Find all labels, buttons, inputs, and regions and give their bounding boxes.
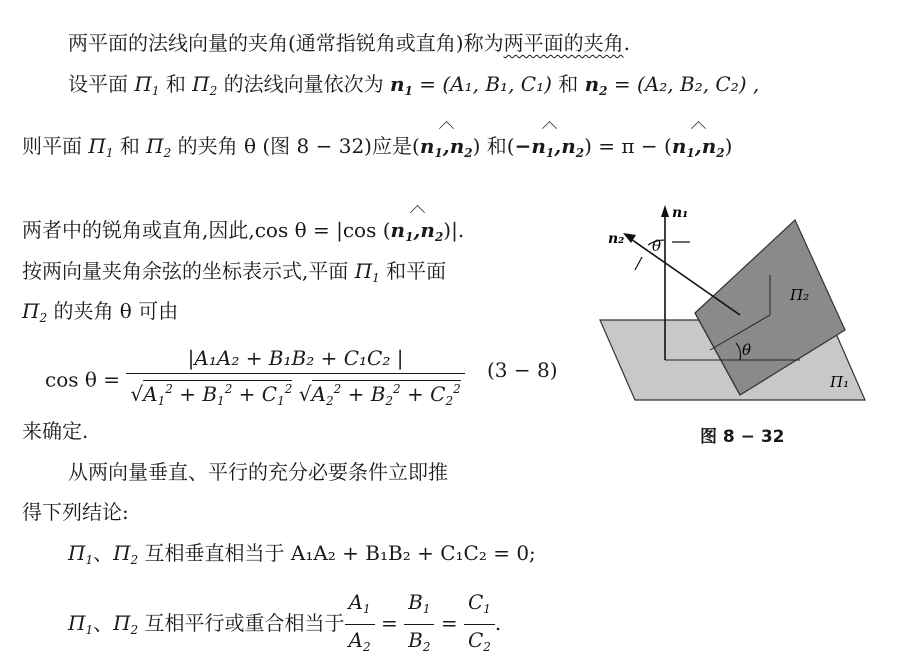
plane-symbol: $\Pi_1$	[134, 72, 160, 98]
text-segment: 两者中的锐角或直角,因此,cos θ = |cos	[22, 218, 377, 242]
paragraph-line-6	[22, 298, 178, 331]
label-n1: n₁	[672, 205, 689, 221]
ratio-c: $\frac{C_1}{C_2}$	[464, 587, 495, 662]
plane-symbol: $\Pi_2$	[192, 72, 218, 98]
formula-tag: (3 − 8)	[487, 358, 558, 382]
text-segment: = π −	[598, 134, 658, 158]
paragraph-line-8: 来确定.	[22, 419, 89, 443]
ratio-b: $\frac{B_1}{B_2}$	[404, 587, 434, 662]
paragraph-line-4: 两者中的锐角或直角,因此,cos θ = |cos $(n_1,n_2)|$.	[22, 217, 464, 250]
text-segment: 的夹角 θ 可由	[53, 299, 179, 323]
vector-components: (A₁, B₁, C₁)	[442, 72, 552, 96]
angle-notation: $n_1,n_2$	[420, 133, 473, 166]
figure-8-32	[590, 195, 880, 415]
plane-symbol: $\Pi_1$	[68, 541, 94, 567]
vector-symbol: $n_1$	[389, 72, 413, 98]
plane-symbol: $\Pi_2$	[22, 299, 48, 325]
paragraph-line-1	[68, 30, 630, 56]
plane-symbol: $\Pi_2$	[113, 541, 139, 567]
text-segment: 设平面	[68, 72, 128, 96]
text-segment: 两平面的法线向量的夹角(通常指锐角或直角)称为	[68, 31, 504, 55]
angle-notation: $n_1,n_2$	[672, 133, 725, 166]
text-segment: 互相平行或重合相当于	[144, 611, 345, 635]
ratio-a: $\frac{A_1}{A_2}$	[345, 587, 375, 662]
paragraph-line-9: 从两向量垂直、平行的充分必要条件立即推	[68, 460, 448, 484]
text-segment: 互相垂直相当于 A₁A₂ + B₁B₂ + C₁C₂ = 0;	[144, 541, 536, 565]
paragraph-line-3: 则平面 $\Pi_1$ 和 $\Pi_2$ 的夹角 θ (图 8 − 32)应是$(n_1,n_2)$ 和$(-n_1,n_2) = \pi - (n_1,n_2)$	[22, 133, 732, 166]
text-segment: 和	[119, 134, 140, 158]
vector-components: (A₂, B₂, C₂) ,	[637, 72, 760, 96]
label-theta-low: θ	[742, 341, 752, 359]
formula-numerator: |A₁A₂ + B₁B₂ + C₁C₂ |	[126, 343, 464, 374]
label-plane2: Π₂	[790, 286, 810, 304]
label-plane1: Π₁	[830, 373, 850, 391]
text-segment: 按两向量夹角余弦的坐标表示式,平面	[22, 259, 349, 283]
defined-term: 两平面的夹角	[503, 31, 624, 55]
text-segment: 的法线向量依次为	[223, 72, 384, 96]
text-segment: .	[623, 31, 630, 55]
text-segment: 和	[558, 72, 579, 96]
formula-3-8	[45, 343, 465, 416]
figure-caption: 图 8 − 32	[700, 427, 785, 447]
vector-symbol: $n_2$	[584, 72, 608, 98]
paragraph-line-10: 得下列结论:	[22, 500, 129, 524]
paragraph-line-5	[22, 258, 446, 291]
paragraph-line-2: 设平面 $\Pi_1$ 和 $\Pi_2$ 的法线向量依次为 $n_1 = (A_1$, B₁, C₁) 和 $n_2 = (A_2$, B₂, C₂) ,	[68, 72, 760, 98]
text-segment: 的夹角 θ (图 8 − 32)应是	[177, 134, 412, 158]
angle-notation: $-n_1,n_2$	[515, 133, 585, 166]
plane-symbol: $\Pi_1$	[68, 611, 94, 637]
text-segment: 和	[165, 72, 186, 96]
angle-notation: $n_1,n_2$	[391, 217, 444, 250]
plane-symbol: $\Pi_1$	[88, 134, 114, 160]
plane-symbol: $\Pi_2$	[113, 611, 139, 637]
label-n2: n₂	[608, 231, 625, 247]
formula-fraction	[126, 343, 464, 416]
text-segment: 和	[486, 134, 507, 158]
normal-n2	[628, 237, 740, 315]
text-segment: .	[494, 611, 502, 635]
formula-lhs: cos θ =	[45, 367, 121, 392]
text-segment: 则平面	[22, 134, 82, 158]
plane-symbol: $\Pi_2$	[146, 134, 172, 160]
angle-pointer	[635, 257, 642, 270]
text-segment: |.	[451, 218, 465, 242]
formula-denominator: $√A_1^2 + B_1^2 + C_1^2$ $√A_2^2 + B_2^2 + C_2^2$	[130, 382, 461, 408]
arrow-head	[661, 205, 669, 217]
plane-symbol: $\Pi_1$	[354, 259, 380, 285]
label-theta-top: θ	[652, 237, 662, 255]
paragraph-line-12: $\Pi_1$、$\Pi_2$ 互相平行或重合相当于 $\frac{A_1}{A_2}$ = $\frac{B_1}{B_2}$ = $\frac{C_1}{C_2}$ .	[68, 587, 501, 662]
text-segment: 和平面	[386, 259, 447, 283]
paragraph-line-11: $\Pi_1$、$\Pi_2$ 互相垂直相当于 A₁A₂ + B₁B₂ + C₁C₂ = 0;	[68, 541, 536, 567]
